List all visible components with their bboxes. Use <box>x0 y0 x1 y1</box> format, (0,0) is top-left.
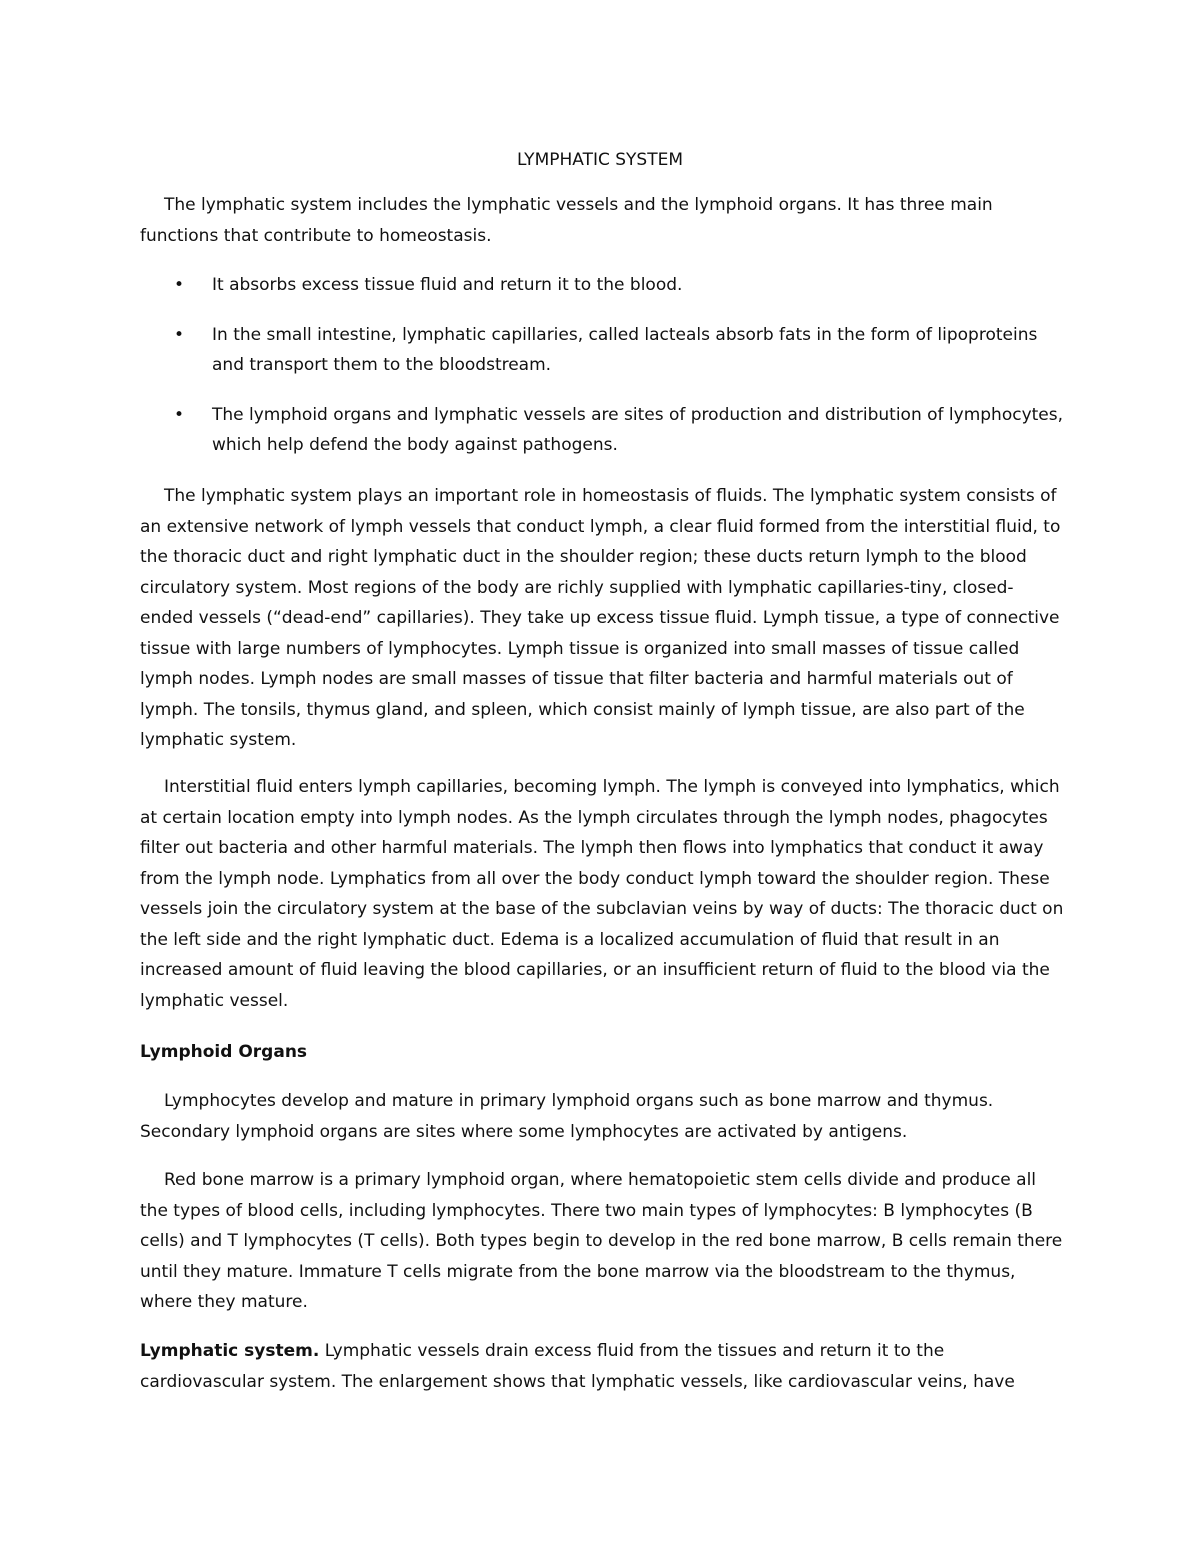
paragraph-lead-term: Lymphatic system. <box>140 1341 320 1361</box>
list-item-text: It absorbs excess tissue fluid and return it to the blood. <box>212 275 683 295</box>
section-heading-lymphoid-organs: Lymphoid Organs <box>140 1042 308 1062</box>
functions-list <box>140 270 1065 480</box>
document-title: LYMPHATIC SYSTEM <box>516 150 684 170</box>
body-paragraph-fluids: The lymphatic system plays an important role in homeostasis of fluids. The lymphatic system consists of an extensive network of lymph vessels that conduct lymph, a clear fluid formed from the interstitial fluid, to the thoracic duct and right lymphatic duct in the shoulder region; these ducts return lymph to the blood circulatory system. Most regions of the body are richly supplied with lymphatic capillaries-tiny, closed-ended vessels (“dead-end” capillaries). They take up excess tissue fluid. Lymph tissue, a type of connective tissue with large numbers of lymphocytes. Lymph tissue is organized into small masses of tissue called lymph nodes. Lymph nodes are small masses of tissue that filter bacteria and harmful materials out of lymph. The tonsils, thymus gland, and spleen, which consist mainly of lymph tissue, are also part of the lymphatic system. <box>140 486 1061 750</box>
body-paragraph-bone-marrow: Red bone marrow is a primary lymphoid organ, where hematopoietic stem cells divide and produce all the types of blood cells, including lymphocytes. There two main types of lymphocytes: B lymphocytes (B cells) and T lymphocytes (T cells). Both types begin to develop in the red bone marrow, B cells remain there until they mature. Immature T cells migrate from the bone marrow via the bloodstream to the thymus, where they mature. <box>140 1170 1063 1312</box>
bullet-icon: • <box>174 275 185 295</box>
list-item-text: The lymphoid organs and lymphatic vessels are sites of production and distribution of lymphocytes, which help defend the body against pathogens. <box>212 404 1064 455</box>
bullet-icon: • <box>174 324 185 345</box>
list-item <box>140 270 1065 301</box>
list-item <box>140 400 1065 461</box>
intro-paragraph: The lymphatic system includes the lymphatic vessels and the lymphoid organs. It has three main functions that contribute to homeostasis. <box>140 195 993 246</box>
paragraph-text: Lymphatic vessels drain excess fluid from the tissues and return it to the cardiovascular system. The enlargement shows that lymphatic vessels, like cardiovascular veins, have <box>140 1341 1015 1392</box>
body-paragraph-lymphocytes: Lymphocytes develop and mature in primary lymphoid organs such as bone marrow and thymus. Secondary lymphoid organs are sites where some lymphocytes are activated by antigens. <box>140 1091 994 1142</box>
list-item <box>140 320 1065 381</box>
body-paragraph-lymph-flow: Interstitial fluid enters lymph capillaries, becoming lymph. The lymph is conveyed into lymphatics, which at certain location empty into lymph nodes. As the lymph circulates through the lymph nodes, phagocytes filter out bacteria and other harmful materials. The lymph then flows into lymphatics that conduct it away from the lymph node. Lymphatics from all over the body conduct lymph toward the shoulder region. These vessels join the circulatory system at the base of the subclavian veins by way of ducts: The thoracic duct on the left side and the right lymphatic duct. Edema is a localized accumulation of fluid that result in an increased amount of fluid leaving the blood capillaries, or an insufficient return of fluid to the blood via the lymphatic vessel. <box>140 777 1064 1011</box>
bullet-icon: • <box>174 404 185 425</box>
body-paragraph-lymphatic-system <box>140 1336 1065 1397</box>
list-item-text: In the small intestine, lymphatic capillaries, called lacteals absorb fats in the form of lipoproteins and transport them to the bloodstream. <box>212 324 1038 375</box>
